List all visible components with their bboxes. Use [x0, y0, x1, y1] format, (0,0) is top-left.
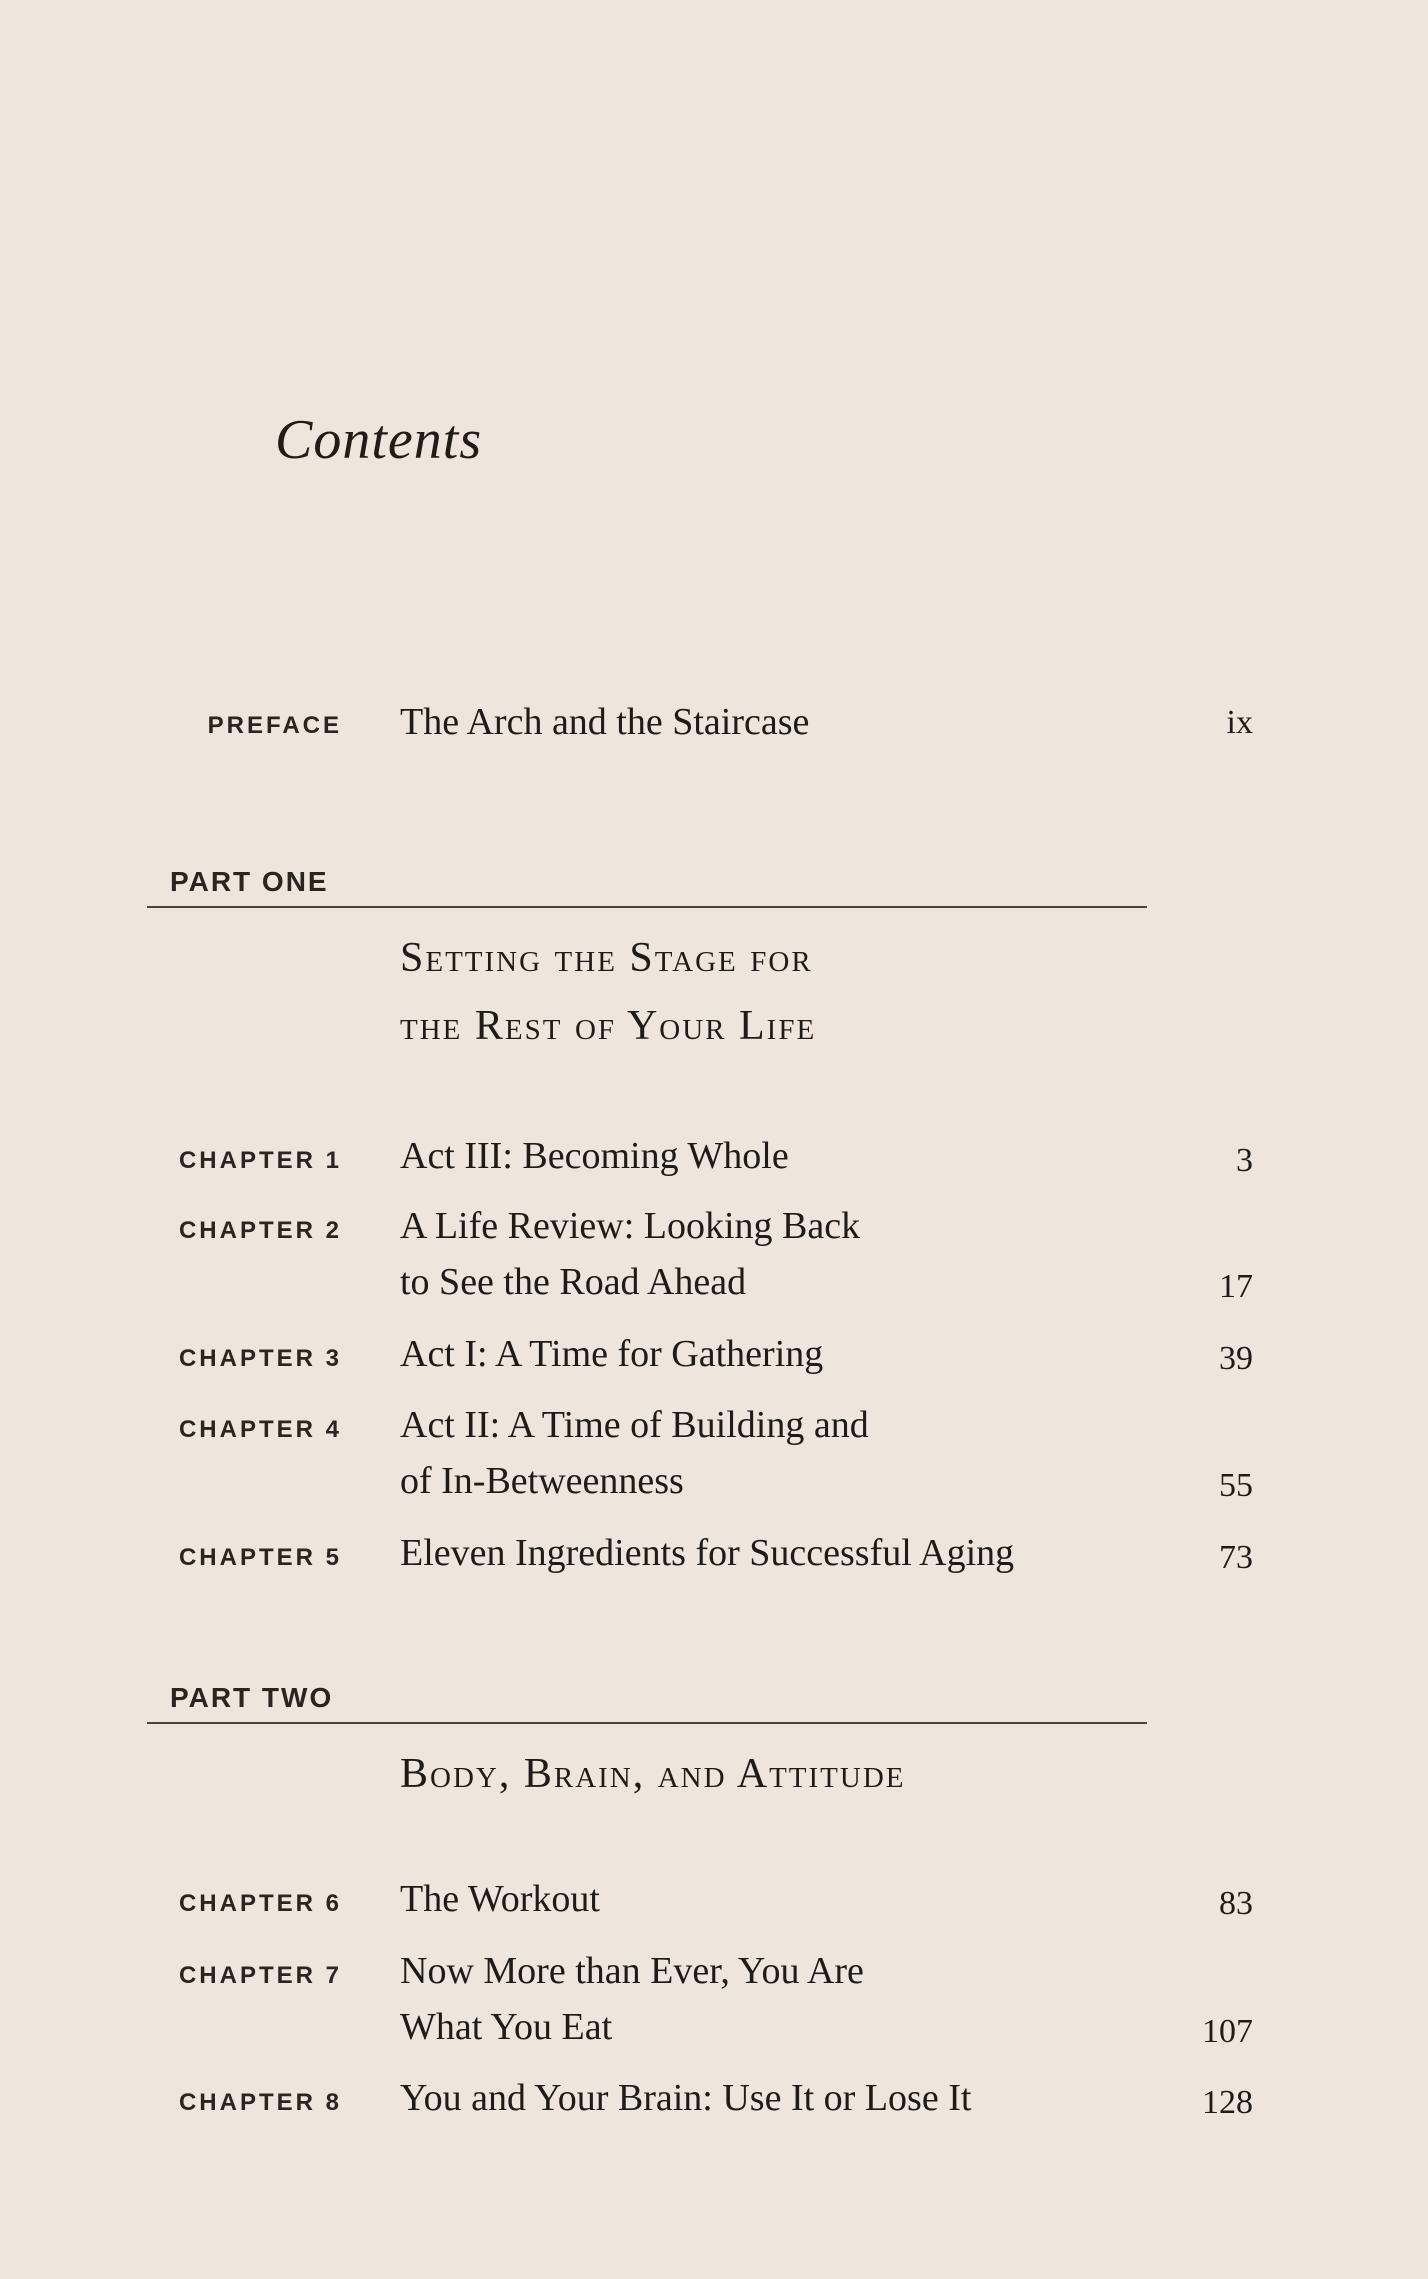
entry-page-chapter-7: 107: [1202, 2013, 1253, 2050]
entry-title-chapter-4-line-2: of In-Betweenness: [400, 1460, 684, 1502]
entry-title-chapter-8: You and Your Brain: Use It or Lose It: [400, 2077, 972, 2119]
entry-title-chapter-5: Eleven Ingredients for Successful Aging: [400, 1532, 1015, 1574]
entry-label-chapter-1: CHAPTER 1: [178, 1147, 342, 1174]
entry-title-chapter-7-line-1: Now More than Ever, You Are: [400, 1950, 864, 1992]
page-title: Contents: [275, 409, 483, 471]
part-one-label: PART ONE: [170, 866, 329, 897]
entry-page-preface: ix: [1226, 704, 1253, 741]
entry-page-chapter-1: 3: [1236, 1142, 1253, 1179]
entry-title-chapter-2-line-2: to See the Road Ahead: [400, 1261, 747, 1303]
part-one-rule: [147, 906, 1147, 908]
entry-page-chapter-6: 83: [1219, 1885, 1253, 1922]
entry-page-chapter-4: 55: [1219, 1467, 1253, 1504]
entry-label-chapter-6: CHAPTER 6: [178, 1890, 342, 1917]
part-two-title: Body, Brain, and Attitude: [400, 1751, 906, 1797]
entry-label-chapter-4: CHAPTER 4: [178, 1416, 342, 1443]
entry-label-chapter-7: CHAPTER 7: [178, 1962, 342, 1989]
entry-page-chapter-2: 17: [1219, 1268, 1253, 1305]
entry-label-chapter-5: CHAPTER 5: [178, 1544, 342, 1571]
part-one-title-line-2: the Rest of Your Life: [400, 1003, 817, 1049]
entry-title-chapter-3: Act I: A Time for Gathering: [400, 1333, 824, 1375]
entry-title-preface: The Arch and the Staircase: [400, 701, 810, 743]
entry-title-chapter-7-line-2: What You Eat: [400, 2006, 613, 2048]
part-two-rule: [147, 1722, 1147, 1724]
entry-title-chapter-1: Act III: Becoming Whole: [400, 1135, 789, 1177]
part-one-title-line-1: Setting the Stage for: [400, 935, 813, 981]
entry-page-chapter-5: 73: [1219, 1539, 1253, 1576]
entry-title-chapter-4-line-1: Act II: A Time of Building and: [400, 1404, 869, 1446]
entry-label-chapter-2: CHAPTER 2: [178, 1217, 342, 1244]
part-two-label: PART TWO: [170, 1682, 334, 1713]
entry-title-chapter-2-line-1: A Life Review: Looking Back: [400, 1205, 861, 1247]
entry-label-chapter-8: CHAPTER 8: [178, 2089, 342, 2116]
entry-page-chapter-8: 128: [1202, 2084, 1253, 2121]
entry-label-chapter-3: CHAPTER 3: [178, 1345, 342, 1372]
entry-page-chapter-3: 39: [1219, 1340, 1253, 1377]
entry-title-chapter-6: The Workout: [400, 1878, 600, 1920]
entry-label-preface: PREFACE: [207, 712, 342, 739]
